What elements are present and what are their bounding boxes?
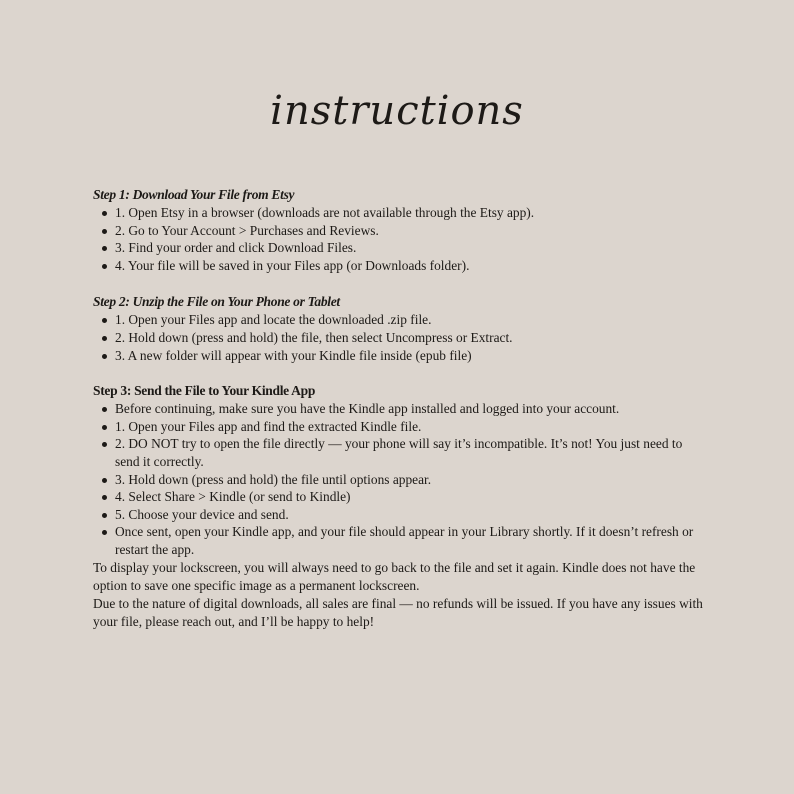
list-item (93, 435, 703, 470)
step-2-list (93, 311, 703, 364)
list-item (93, 347, 703, 365)
bullet-icon (102, 318, 107, 323)
bullet-icon (102, 442, 107, 447)
list-item (93, 311, 703, 329)
list-item (93, 400, 703, 418)
list-item (93, 488, 703, 506)
lockscreen-note: To display your lockscreen, you will always need to go back to the file and set it again. Kindle does not have the option to save one specific image as a permanent lockscreen. (93, 559, 696, 593)
list-item-text: Once sent, open your Kindle app, and your file should appear in your Library shortly. If it doesn’t refresh or restart the app. (115, 524, 694, 557)
bullet-icon (102, 495, 107, 500)
list-item (93, 471, 703, 489)
bullet-icon (102, 211, 107, 216)
instructions-content (93, 186, 703, 631)
list-item-text: 2. DO NOT try to open the file directly — your phone will say it’s incompatible. It’s not! You just need to send it correctly. (115, 436, 683, 469)
title-text: instructions (270, 88, 524, 134)
list-item (93, 418, 703, 436)
bullet-icon (102, 513, 107, 518)
list-item-text: 5. Choose your device and send. (115, 506, 289, 522)
bullet-icon (102, 530, 107, 535)
list-item (93, 523, 703, 558)
bullet-icon (102, 478, 107, 483)
list-item-text: 2. Go to Your Account > Purchases and Reviews. (115, 222, 379, 238)
list-item-text: 1. Open Etsy in a browser (downloads are not available through the Etsy app). (115, 205, 535, 220)
bullet-icon (102, 407, 107, 412)
list-item-text: 4. Your file will be saved in your Files app (or Downloads folder). (115, 257, 470, 273)
page-title (0, 72, 794, 152)
title-script (247, 72, 547, 152)
bullet-icon (102, 229, 107, 234)
list-item-text: 3. Find your order and click Download Files. (115, 240, 357, 256)
bullet-icon (102, 264, 107, 269)
step-1-list (93, 204, 703, 274)
list-item (93, 257, 703, 275)
list-item-text: 1. Open your Files app and find the extracted Kindle file. (115, 418, 422, 434)
list-item-text: 4. Select Share > Kindle (or send to Kindle) (115, 489, 351, 505)
step-2-heading: Step 2: Unzip the File on Your Phone or Tablet (93, 294, 340, 310)
list-item (93, 329, 703, 347)
list-item-text: 3. A new folder will appear with your Kindle file inside (epub file) (115, 347, 472, 363)
bullet-icon (102, 246, 107, 251)
bullet-icon (102, 354, 107, 359)
list-item-text: 2. Hold down (press and hold) the file, then select Uncompress or Extract. (115, 329, 513, 345)
list-item-text: Before continuing, make sure you have the Kindle app installed and logged into your account. (115, 401, 620, 417)
bullet-icon (102, 336, 107, 341)
list-item (93, 506, 703, 524)
bullet-icon (102, 425, 107, 430)
list-item-text: 3. Hold down (press and hold) the file until options appear. (115, 471, 432, 487)
step-3-list (93, 400, 703, 558)
list-item (93, 204, 703, 222)
step-3-heading: Step 3: Send the File to Your Kindle App (93, 383, 316, 399)
list-item (93, 222, 703, 240)
list-item (93, 239, 703, 257)
step-1-heading: Step 1: Download Your File from Etsy (93, 187, 295, 202)
refund-policy-note: Due to the nature of digital downloads, all sales are final — no refunds will be issued. If you have any issues with your file, please reach out, and I’ll be happy to help! (93, 595, 703, 629)
list-item-text: 1. Open your Files app and locate the downloaded .zip file. (115, 312, 432, 328)
